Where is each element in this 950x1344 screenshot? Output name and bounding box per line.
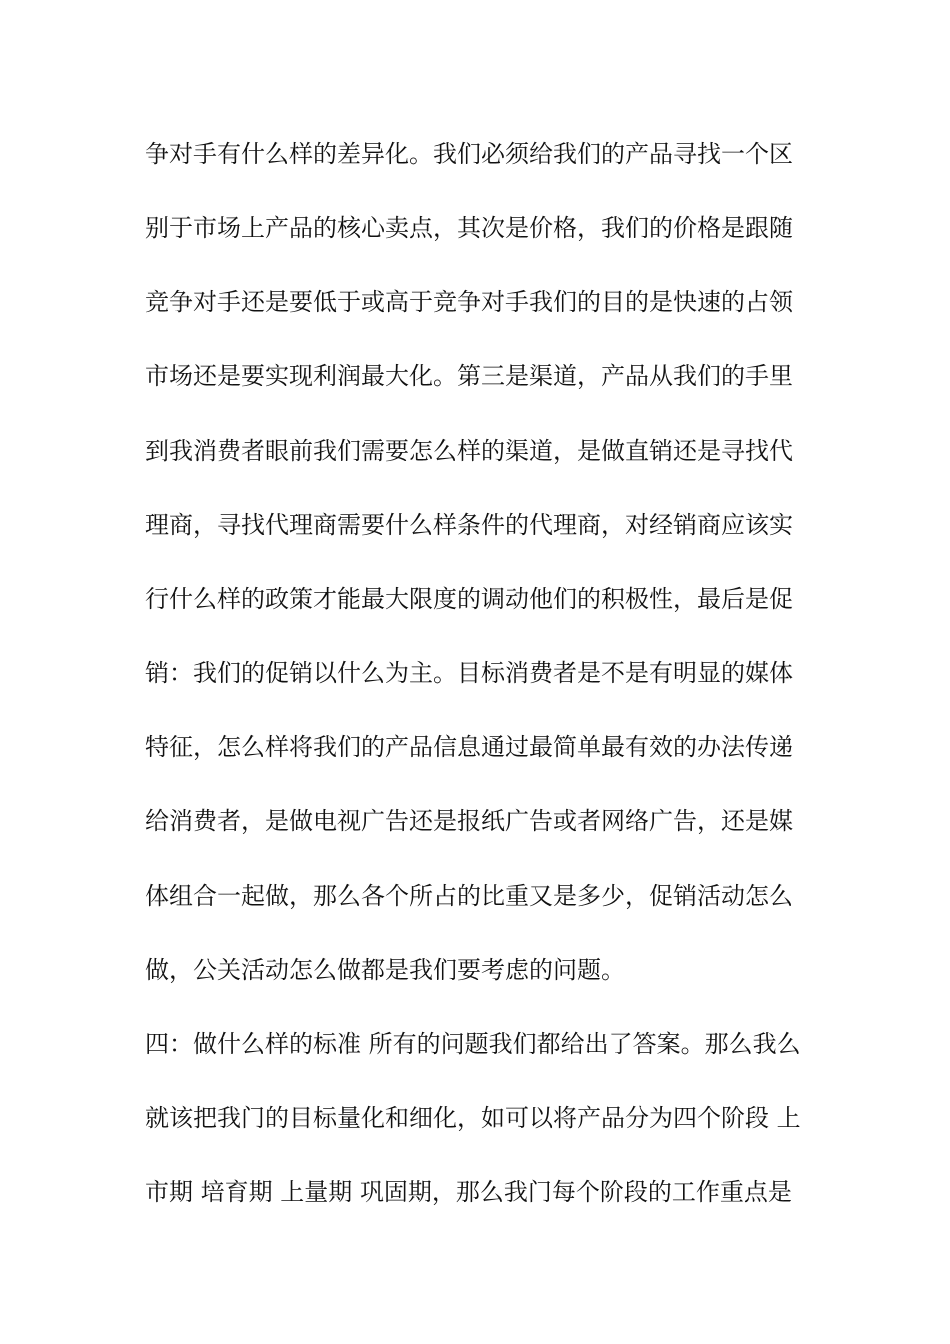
paragraph-line: 销：我们的促销以什么为主。目标消费者是不是有明显的媒体 [145,659,793,687]
paragraph-line: 给消费者，是做电视广告还是报纸广告或者网络广告，还是媒 [145,807,793,835]
paragraph-line: 到我消费者眼前我们需要怎么样的渠道，是做直销还是寻找代 [145,437,793,465]
paragraph-line: 体组合一起做，那么各个所占的比重又是多少，促销活动怎么 [145,882,793,910]
paragraph-line: 特征，怎么样将我们的产品信息通过最简单最有效的办法传递 [145,733,793,761]
paragraph-line: 竞争对手还是要低于或高于竞争对手我们的目的是快速的占领 [145,288,793,316]
paragraph-line: 就该把我门的目标量化和细化，如可以将产品分为四个阶段 上 [145,1104,801,1132]
paragraph-line: 市期 培育期 上量期 巩固期，那么我门每个阶段的工作重点是 [145,1178,792,1206]
paragraph-line: 别于市场上产品的核心卖点，其次是价格，我们的价格是跟随 [145,214,793,242]
paragraph-line: 做，公关活动怎么做都是我们要考虑的问题。 [145,956,625,984]
paragraph-line: 市场还是要实现利润最大化。第三是渠道，产品从我们的手里 [145,362,793,390]
paragraph-line: 争对手有什么样的差异化。我们必须给我们的产品寻找一个区 [145,140,793,168]
section-heading-line: 四：做什么样的标准 所有的问题我们都给出了答案。那么我么 [145,1030,801,1058]
paragraph-line: 理商，寻找代理商需要什么样条件的代理商，对经销商应该实 [145,511,793,539]
paragraph-line: 行什么样的政策才能最大限度的调动他们的积极性，最后是促 [145,585,793,613]
